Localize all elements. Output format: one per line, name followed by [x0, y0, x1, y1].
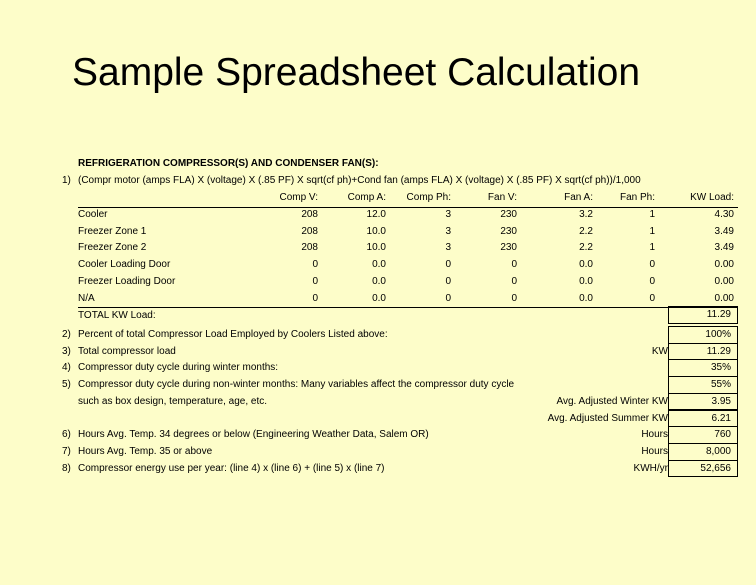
calc-line-number: 3) — [62, 345, 71, 357]
calc-value: 11.29 — [706, 345, 731, 357]
cell-comp-v: 0 — [312, 292, 318, 304]
col-header-kw-load: KW Load: — [690, 192, 734, 203]
cell-fan-v: 0 — [511, 292, 517, 304]
calc-value-box — [668, 443, 738, 461]
slide-title: Sample Spreadsheet Calculation — [72, 51, 641, 94]
cell-comp-a: 10.0 — [366, 242, 386, 254]
cell-comp-ph: 3 — [445, 209, 451, 220]
cell-fan-ph: 1 — [649, 225, 655, 237]
cell-comp-ph: 3 — [445, 242, 451, 254]
total-kw-value: 11.29 — [706, 309, 731, 320]
cell-fan-ph: 0 — [649, 275, 655, 287]
calc-unit: KW — [651, 345, 668, 357]
cell-fan-v: 230 — [500, 209, 517, 220]
total-separator-line — [78, 307, 738, 308]
calc-unit: KWH/yr — [633, 462, 668, 474]
cell-comp-v: 0 — [312, 259, 318, 271]
calc-value: 52,656 — [700, 462, 731, 474]
cell-comp-ph: 0 — [445, 275, 451, 287]
cell-kw-load: 3.49 — [714, 242, 734, 254]
spreadsheet — [62, 155, 742, 585]
calc-line-number: 5) — [62, 379, 71, 391]
calc-value: 3.95 — [711, 395, 731, 407]
line-1-number: 1) — [62, 175, 71, 186]
col-header-comp-v: Comp V: — [279, 192, 318, 203]
calc-line-number: 8) — [62, 462, 71, 474]
col-header-fan-a: Fan A: — [564, 192, 593, 203]
calc-description: Hours Avg. Temp. 35 or above — [78, 445, 213, 457]
cell-fan-v: 230 — [500, 225, 517, 237]
line-1-formula: (Compr motor (amps FLA) X (voltage) X (.85 PF) X sqrt(cf ph)+Cond fan (amps FLA) X (voltage) X (.85 PF) X sqrt(cf ph))/1,000 — [78, 175, 641, 186]
calc-value-box — [668, 343, 738, 361]
cell-comp-a: 0.0 — [372, 275, 386, 287]
calc-value: 8,000 — [705, 445, 731, 457]
cell-comp-v: 208 — [301, 242, 318, 254]
cell-comp-a: 10.0 — [366, 225, 386, 237]
calc-value-box — [668, 376, 738, 394]
calc-line-number: 2) — [62, 329, 71, 340]
calc-value: 55% — [710, 379, 731, 391]
cell-fan-a: 3.2 — [579, 209, 593, 220]
cell-comp-a: 0.0 — [372, 259, 386, 271]
calc-line-number: 4) — [62, 362, 71, 374]
row-name: Cooler — [78, 209, 108, 220]
calc-description: Compressor duty cycle during non-winter months: Many variables affect the compressor duty cycle — [78, 379, 515, 391]
total-kw-label: TOTAL KW Load: — [78, 310, 156, 321]
cell-kw-load: 3.49 — [714, 225, 734, 237]
calc-value-box — [668, 426, 738, 444]
calc-value: 35% — [710, 362, 731, 374]
cell-kw-load: 0.00 — [714, 275, 734, 287]
row-name: Freezer Loading Door — [78, 275, 176, 287]
calc-value: 6.21 — [711, 412, 731, 424]
row-name: Freezer Zone 1 — [78, 225, 147, 237]
calc-unit: Avg. Adjusted Winter KW — [556, 395, 668, 407]
calc-line-number: 6) — [62, 429, 71, 441]
cell-fan-ph: 1 — [649, 242, 655, 254]
row-name: N/A — [78, 292, 95, 304]
cell-fan-ph: 1 — [649, 209, 655, 220]
cell-comp-v: 208 — [301, 225, 318, 237]
cell-comp-ph: 3 — [445, 225, 451, 237]
calc-description: Hours Avg. Temp. 34 degrees or below (Engineering Weather Data, Salem OR) — [78, 429, 429, 441]
cell-comp-v: 208 — [301, 209, 318, 220]
calc-description: Percent of total Compressor Load Employed by Coolers Listed above: — [78, 329, 388, 340]
col-header-fan-v: Fan V: — [487, 192, 517, 203]
cell-fan-a: 2.2 — [579, 242, 593, 254]
calc-value-box — [668, 359, 738, 377]
row-name: Cooler Loading Door — [78, 259, 171, 271]
calc-description: Compressor energy use per year: (line 4) x (line 6) + (line 5) x (line 7) — [78, 462, 385, 474]
cell-comp-v: 0 — [312, 275, 318, 287]
cell-fan-v: 0 — [511, 259, 517, 271]
calc-value: 760 — [714, 429, 731, 441]
calc-value-box — [668, 393, 738, 411]
header-underline — [78, 207, 738, 208]
cell-kw-load: 4.30 — [714, 209, 734, 220]
cell-fan-v: 0 — [511, 275, 517, 287]
calc-unit: Hours — [641, 429, 668, 441]
cell-kw-load: 0.00 — [714, 292, 734, 304]
cell-fan-a: 0.0 — [579, 292, 593, 304]
cell-fan-v: 230 — [500, 242, 517, 254]
cell-fan-ph: 0 — [649, 292, 655, 304]
col-header-comp-a: Comp A: — [347, 192, 386, 203]
calc-value-box — [668, 410, 738, 428]
calc-description: such as box design, temperature, age, etc. — [78, 395, 267, 407]
calc-unit: Avg. Adjusted Summer KW — [547, 412, 668, 424]
cell-comp-a: 12.0 — [366, 209, 386, 220]
col-header-fan-ph: Fan Ph: — [619, 192, 655, 203]
calc-value: 100% — [705, 329, 731, 340]
cell-fan-ph: 0 — [649, 259, 655, 271]
cell-comp-ph: 0 — [445, 292, 451, 304]
total-kw-box — [668, 306, 738, 324]
cell-kw-load: 0.00 — [714, 259, 734, 271]
cell-fan-a: 0.0 — [579, 275, 593, 287]
calc-value-box — [668, 460, 738, 478]
cell-fan-a: 0.0 — [579, 259, 593, 271]
cell-fan-a: 2.2 — [579, 225, 593, 237]
cell-comp-ph: 0 — [445, 259, 451, 271]
section-header: REFRIGERATION COMPRESSOR(S) AND CONDENSER FAN(S): — [78, 158, 379, 169]
calc-unit: Hours — [641, 445, 668, 457]
calc-description: Compressor duty cycle during winter months: — [78, 362, 279, 374]
calc-value-box — [668, 326, 738, 344]
row-name: Freezer Zone 2 — [78, 242, 147, 254]
calc-description: Total compressor load — [78, 345, 176, 357]
cell-comp-a: 0.0 — [372, 292, 386, 304]
calc-line-number: 7) — [62, 445, 71, 457]
col-header-comp-ph: Comp Ph: — [406, 192, 451, 203]
